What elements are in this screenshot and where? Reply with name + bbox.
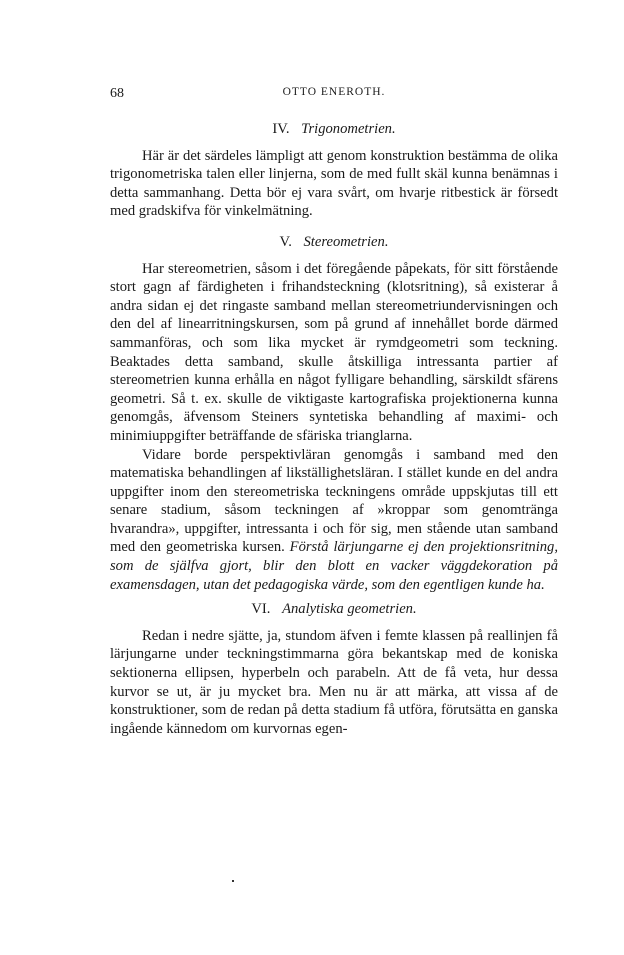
- paragraph: Har stereometrien, såsom i det föregående påpekats, för sitt förstående stort gagn af färdigheten i frihandsteckning (klotsritning), så existerar å andra sidan ej det ringaste samband mellan stereometriundervisningen och den del af linearritningskursen, som på grund af innehållet borde därmed sammanföras, och som lika mycket är rymdgeometri som teckning. Beaktades detta samband, skulle åtskilliga intressanta partier af stereometrien kunna erhålla en något fylligare behandling, särskildt sfärens geometri. Så t. ex. skulle de viktigaste kartografiska projektionerna kunna genomgås, äfvensom Steiners syntetiska behandling af maximi- och minimiuppgifter beträffande de sfäriska trianglarna.: [110, 260, 558, 444]
- page-number: 68: [110, 86, 124, 101]
- section-number: V.: [279, 233, 292, 250]
- section-number: VI.: [251, 601, 271, 618]
- section-name: Trigonometrien.: [301, 121, 396, 137]
- page-content: [110, 116, 558, 738]
- paragraph: Redan i nedre sjätte, ja, stundom äfven i femte klassen på reallinjen få lärjungarne under teckningstimmarna göra bekantskap med de koniska sektionerna ellipsen, hyperbeln och parabeln. Att de få veta, hur dessa kurvor se ut, är ju mycket bra. Men nu är att märka, att vissa af de konstruktioner, som de redan på detta stadium få utföra, förutsätta en ganska ingående kännedom om kurvornas egen-: [110, 627, 558, 737]
- paragraph: Vidare borde perspektivläran genomgås i samband med den matematiska behandlingen af likställighetsläran. I stället kunde en del andra uppgifter inom den stereometriska teckningens område uppskjutas till ett senare stadium, såsom teckningen af »kroppar som genomtränga hvarandra», uppgifter, intressanta i och för sig, men stående utan samband med den geometriska kursen. Förstå lärjungarne ej den projektionsritning, som de själfva gjort, blir den blott en vacker väggdekoration på examensdagen, utan det pedagogiska värde, som den egentligen kunde ha.: [110, 446, 558, 593]
- section-title-v: [110, 233, 558, 252]
- section-title-iv: [110, 120, 558, 139]
- page-header: [110, 86, 558, 106]
- running-head: OTTO ENEROTH.: [282, 86, 386, 98]
- print-speck: [232, 880, 234, 882]
- section-number: IV.: [272, 121, 290, 137]
- section-title-vi: [110, 600, 558, 619]
- section-name: Analytiska geometrien.: [282, 601, 417, 618]
- paragraph: Här är det särdeles lämpligt att genom konstruktion bestämma de olika trigonometriska talen eller linjerna, som de med fullt skäl kunna benämnas i detta sammanhang. Detta bör ej vara svårt, om hvarje ritbestick är försedt med gradskifva för vinkelmätning.: [110, 147, 558, 220]
- italic-remark: Förstå lärjungarne ej den projektionsritning, som de själfva gjort, blir den blott en vacker väggdekoration på examensdagen, utan det pedagogiska värde, som den egentligen kunde ha.: [110, 539, 558, 593]
- section-name: Stereometrien.: [303, 233, 389, 250]
